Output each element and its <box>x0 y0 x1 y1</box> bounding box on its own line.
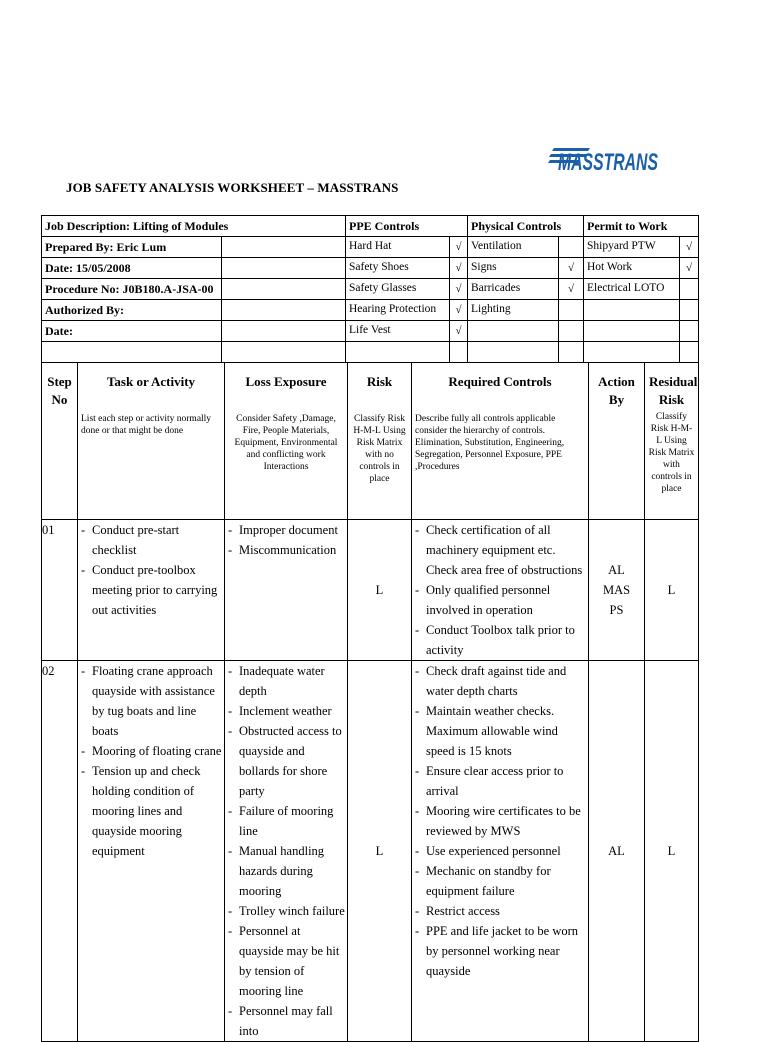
loss-note: Consider Safety ,Damage, Fire, People Materials, Equipment, Environmental and conflicting work Interactions <box>234 414 338 472</box>
document-title: JOB SAFETY ANALYSIS WORKSHEET – MASSTRANS <box>66 180 399 195</box>
check-mark: √ <box>680 258 699 279</box>
list-item: - Obstructed access to quayside and bollards for shore party <box>225 721 347 801</box>
procedure-no: Procedure No: J0B180.A-JSA-00 <box>42 279 222 300</box>
list-item: - Conduct pre-start checklist <box>78 520 224 560</box>
physical-item: Signs <box>468 258 559 279</box>
ppe-item: Hard Hat <box>346 237 450 258</box>
table-row <box>42 661 699 1042</box>
loss-cell <box>225 661 348 1042</box>
physical-item: Ventilation <box>468 237 559 258</box>
col-risk: Risk Classify Risk H-M-L Using Risk Matrix with no controls in place <box>348 363 412 520</box>
table-row <box>42 520 699 661</box>
action-cell: AL <box>589 661 645 1042</box>
list-item: - Improper document <box>225 520 347 540</box>
list-item: - Personnel at quayside may be hit by tension of mooring line <box>225 921 347 1001</box>
col-loss-exposure: Loss Exposure Consider Safety ,Damage, Fire, People Materials, Equipment, Environmental and conflicting work Interactions <box>225 363 348 520</box>
col-required-controls: Required Controls Describe fully all controls applicable consider the hierarchy of controls. Elimination, Substitution, Engineering, Segregation, Personnel Exposure, PPE ,Procedures <box>412 363 589 520</box>
ppe-item: Safety Glasses <box>346 279 450 300</box>
jsa-table <box>41 362 699 1042</box>
check-mark: √ <box>559 258 584 279</box>
task-cell <box>78 661 225 1042</box>
ppe-item: Safety Shoes <box>346 258 450 279</box>
permit-item: Electrical LOTO <box>584 279 680 300</box>
check-mark: √ <box>450 258 468 279</box>
ppe-item: Hearing Protection <box>346 300 450 321</box>
loss-cell <box>225 520 348 661</box>
list-item: - Conduct Toolbox talk prior to activity <box>412 620 588 660</box>
col-task: Task or Activity List each step or activity normally done or that might be done <box>78 363 225 520</box>
permit-to-work-title: Permit to Work <box>584 216 699 237</box>
check-mark: √ <box>450 279 468 300</box>
list-item: - Use experienced personnel <box>412 841 588 861</box>
residual-cell: L <box>645 520 699 661</box>
list-item: - Conduct pre-toolbox meeting prior to carrying out activities <box>78 560 224 620</box>
list-item: - Mooring wire certificates to be reviewed by MWS <box>412 801 588 841</box>
date-signed: Date: <box>42 321 222 342</box>
task-note: List each step or activity normally done or that might be done <box>81 414 212 436</box>
masstrans-logo <box>550 140 660 174</box>
permit-item: Shipyard PTW <box>584 237 680 258</box>
risk-cell: L <box>348 661 412 1042</box>
check-mark: √ <box>450 300 468 321</box>
list-item: - Mooring of floating crane <box>78 741 224 761</box>
check-mark: √ <box>450 321 468 342</box>
list-item: - Manual handling hazards during mooring <box>225 841 347 901</box>
col-residual-risk: Residual Risk Classify Risk H-M-L Using Risk Matrix with controls in place <box>645 363 699 520</box>
ppe-controls-title: PPE Controls <box>346 216 468 237</box>
step-number: 02 <box>42 661 78 1042</box>
risk-note: Classify Risk H-M-L Using Risk Matrix with no controls in place <box>353 414 406 484</box>
residual-note: Classify Risk H-M-L Using Risk Matrix with controls in place <box>648 412 695 494</box>
controls-cell <box>412 661 589 1042</box>
header-table <box>41 215 699 363</box>
list-item: - Miscommunication <box>225 540 347 560</box>
list-item: - Failure of mooring line <box>225 801 347 841</box>
list-item: - Trolley winch failure <box>225 901 347 921</box>
list-item: - Check draft against tide and water depth charts <box>412 661 588 701</box>
residual-cell: L <box>645 661 699 1042</box>
list-item: - Restrict access <box>412 901 588 921</box>
physical-controls-title: Physical Controls <box>468 216 584 237</box>
svg-text:MASSTRANS: MASSTRANS <box>558 149 658 176</box>
list-item: - Floating crane approach quayside with assistance by tug boats and line boats <box>78 661 224 741</box>
job-description: Job Description: Lifting of Modules <box>42 216 346 237</box>
list-item: - Maintain weather checks. Maximum allowable wind speed is 15 knots <box>412 701 588 761</box>
col-step-no: Step No <box>42 363 78 520</box>
step-number: 01 <box>42 520 78 661</box>
list-item: - Tension up and check holding condition of mooring lines and quayside mooring equipment <box>78 761 224 861</box>
controls-note: Describe fully all controls applicable consider the hierarchy of controls. Elimination, Substitution, Engineering, Segregation, Personnel Exposure, PPE ,Procedures <box>415 414 565 472</box>
physical-item: Lighting <box>468 300 559 321</box>
prepared-by: Prepared By: Eric Lum <box>42 237 222 258</box>
check-mark: √ <box>450 237 468 258</box>
col-action-by: Action By <box>589 363 645 520</box>
task-cell <box>78 520 225 661</box>
list-item: - Inclement weather <box>225 701 347 721</box>
physical-item: Barricades <box>468 279 559 300</box>
list-item: - PPE and life jacket to be worn by personnel working near quayside <box>412 921 588 981</box>
controls-cell <box>412 520 589 661</box>
date: Date: 15/05/2008 <box>42 258 222 279</box>
list-item: - Mechanic on standby for equipment failure <box>412 861 588 901</box>
permit-item: Hot Work <box>584 258 680 279</box>
ppe-item: Life Vest <box>346 321 450 342</box>
check-mark: √ <box>559 279 584 300</box>
worksheet <box>41 215 698 1042</box>
check-mark: √ <box>680 237 699 258</box>
list-item: - Inadequate water depth <box>225 661 347 701</box>
list-item: - Only qualified personnel involved in operation <box>412 580 588 620</box>
risk-cell: L <box>348 520 412 661</box>
list-item: - Personnel may fall into <box>225 1001 347 1041</box>
list-item: - Check certification of all machinery equipment etc. Check area free of obstructions <box>412 520 588 580</box>
action-cell: AL MAS PS <box>589 520 645 661</box>
authorized-by: Authorized By: <box>42 300 222 321</box>
list-item: - Ensure clear access prior to arrival <box>412 761 588 801</box>
